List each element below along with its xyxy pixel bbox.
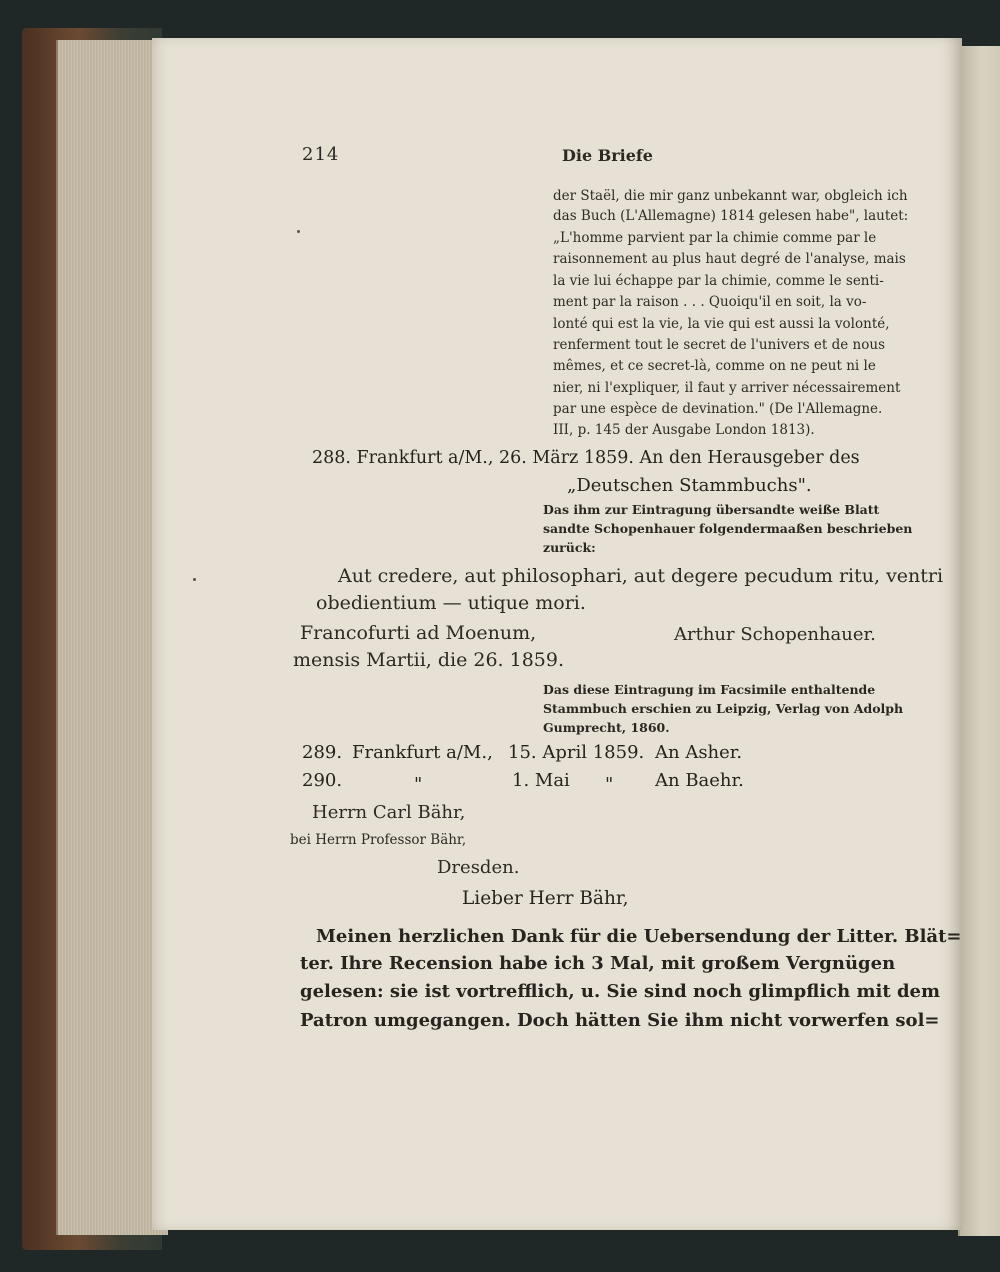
letter-date: 15. April 1859. xyxy=(508,742,645,763)
running-head: Die Briefe xyxy=(562,146,653,165)
quote-line: par une espèce de devination." (De l'Allemagne. xyxy=(553,401,883,417)
letter-place: Frankfurt a/M., xyxy=(352,742,493,763)
letter-recipient: An Asher. xyxy=(655,742,743,763)
quote-line: nier, ni l'expliquer, il faut y arriver nécessairement xyxy=(553,380,901,396)
inscription-date: mensis Martii, die 26. 1859. xyxy=(293,649,565,671)
quote-line: ment par la raison . . . Quoiqu'il en soit, la vo- xyxy=(553,294,867,310)
quote-line: „L'homme parvient par la chimie comme par le xyxy=(553,230,877,246)
quote-line: mêmes, et ce secret-là, comme on ne peut ni le xyxy=(553,358,876,374)
page-number: 214 xyxy=(302,144,340,165)
paper-speck xyxy=(297,230,300,233)
salutation: Lieber Herr Bähr, xyxy=(462,888,629,909)
letter-288-heading: 288. Frankfurt a/M., 26. März 1859. An den Herausgeber des xyxy=(312,448,860,468)
inscription-signature: Arthur Schopenhauer. xyxy=(674,624,876,645)
letter-body-line: gelesen: sie ist vortrefflich, u. Sie sind noch glimpflich mit dem xyxy=(300,981,941,1002)
facing-page-edge xyxy=(958,46,1000,1236)
letter-body-line: Patron umgegangen. Doch hätten Sie ihm nicht vorwerfen sol= xyxy=(300,1010,940,1031)
quote-line: raisonnement au plus haut degré de l'analyse, mais xyxy=(553,251,906,267)
quote-line: lonté qui est la vie, la vie qui est aussi la volonté, xyxy=(553,316,890,332)
note-line: sandte Schopenhauer folgendermaaßen beschrieben xyxy=(543,521,913,536)
quote-line: renferment tout le secret de l'univers et de nous xyxy=(553,337,885,353)
ditto-mark: " xyxy=(605,774,614,795)
letter-date: 1. Mai xyxy=(512,770,570,791)
address-line: Herrn Carl Bähr, xyxy=(312,802,466,823)
inscription-line: Aut credere, aut philosophari, aut degere pecudum ritu, ventri xyxy=(338,565,944,587)
note-line: Das ihm zur Eintragung übersandte weiße Blatt xyxy=(543,502,880,517)
quote-line: la vie lui échappe par la chimie, comme le senti- xyxy=(553,273,884,289)
note-line: Das diese Eintragung im Facsimile enthaltende xyxy=(543,682,876,697)
quote-line: III, p. 145 der Ausgabe London 1813). xyxy=(553,422,815,438)
letter-number: 290. xyxy=(302,770,343,791)
note-line: Stammbuch erschien zu Leipzig, Verlag von Adolph xyxy=(543,701,904,716)
letter-288-recipient: „Deutschen Stammbuchs". xyxy=(567,475,812,496)
letter-body-line: Meinen herzlichen Dank für die Uebersendung der Litter. Blät= xyxy=(316,926,962,947)
paper-speck xyxy=(193,578,196,581)
quote-line: das Buch (L'Allemagne) 1814 gelesen habe", lautet: xyxy=(553,208,909,224)
letter-body-line: ter. Ihre Recension habe ich 3 Mal, mit großem Vergnügen xyxy=(300,953,896,974)
address-line: bei Herrn Professor Bähr, xyxy=(290,832,467,848)
inscription-place: Francofurti ad Moenum, xyxy=(300,622,537,644)
note-line: Gumprecht, 1860. xyxy=(543,720,670,735)
letter-recipient: An Baehr. xyxy=(655,770,744,791)
note-line: zurück: xyxy=(543,540,596,555)
quote-line: der Staël, die mir ganz unbekannt war, obgleich ich xyxy=(553,188,908,204)
inscription-line: obedientium — utique mori. xyxy=(316,592,586,614)
letter-number: 289. xyxy=(302,742,343,763)
ditto-mark: " xyxy=(414,774,423,795)
address-line: Dresden. xyxy=(437,857,520,878)
